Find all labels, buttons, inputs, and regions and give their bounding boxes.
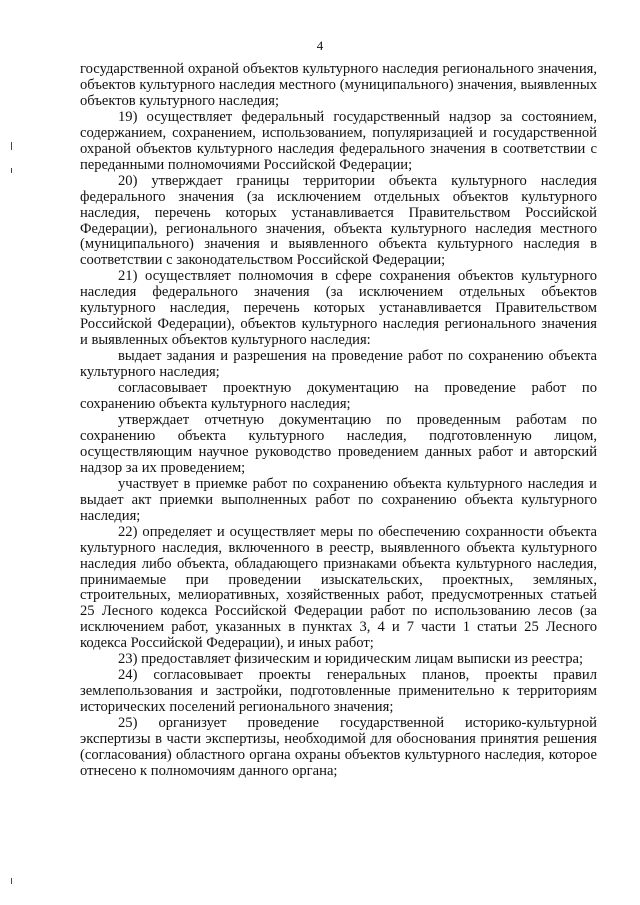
- paragraph-sub-issue-permits: выдает задания и разрешения на проведение работ по сохранению объекта культурного наследия;: [80, 348, 597, 381]
- paragraph-item-25: 25) организует проведение государственной историко-культурной экспертизы в части экспертизы, необходимой для обоснования принятия решения (согласования) областного органа охраны объектов культурного наследия, которое отнесено к полномочиям данного органа;: [80, 715, 597, 779]
- paragraph-sub-acceptance: участвует в приемке работ по сохранению объекта культурного наследия и выдает акт приемки выполненных работ по сохранению объекта культурного наследия;: [80, 475, 597, 524]
- paragraph-sub-approve-project: согласовывает проектную документацию на проведение работ по сохранению объекта культурного наследия;: [80, 380, 597, 413]
- page-number: 4: [316, 38, 324, 53]
- paragraph-item-19: 19) осуществляет федеральный государственный надзор за состоянием, содержанием, сохранением, использованием, популяризацией и государственной охраной объектов культурного наследия федерального значения в соответствии с переданными полномочиями Российской Федерации;: [80, 108, 597, 173]
- document-body: [80, 62, 597, 780]
- paragraph-item-24: 24) согласовывает проекты генеральных планов, проекты правил землепользования и застройки, подготовленные применительно к территориям исторических поселений регионального значения;: [80, 667, 597, 716]
- paragraph-item-22: 22) определяет и осуществляет меры по обеспечению сохранности объекта культурного наследия, включенного в реестр, выявленного объекта культурного наследия либо объекта, обладающего признаками объекта культурного наследия, принимаемые при проведении изыскательских, проектных, земляных, строительных, мелиоративных, хозяйственных работ, предусмотренных статьей 25 Лесного кодекса Российской Федерации работ по использованию лесов (за исключением работ, указанных в пунктах 3, 4 и 7 части 1 статьи 25 Лесного кодекса Российской Федерации), и иных работ;: [80, 523, 597, 652]
- margin-mark: [11, 878, 12, 884]
- paragraph-item-21: 21) осуществляет полномочия в сфере сохранения объектов культурного наследия федерального значения (за исключением отдельных объектов культурного наследия, перечень которых устанавливается Правительством Российской Федерации), объектов культурного наследия регионального значения и выявленных объектов культурного наследия:: [80, 268, 597, 349]
- margin-mark: [11, 168, 12, 173]
- paragraph-item-20: 20) утверждает границы территории объекта культурного наследия федерального значения (за исключением отдельных объектов культурного наследия, перечень которых устанавливается Правительством Российской Федерации), регионального значения, объекта культурного наследия местного (муниципального) значения и выявленного объекта культурного наследия в соответствии с законодательством Российской Федерации;: [80, 172, 597, 269]
- paragraph-sub-approve-report: утверждает отчетную документацию по проведенным работам по сохранению объекта культурного наследия, подготовленную лицом, осуществляющим научное руководство проведением данных работ и авторский надзор за их проведением;: [80, 411, 597, 476]
- paragraph-item-23: 23) предоставляет физическим и юридическим лицам выписки из реестра;: [118, 651, 584, 668]
- paragraph-continuation: государственной охраной объектов культурного наследия регионального значения, объектов культурного наследия местного (муниципального) значения, выявленных объектов культурного наследия;: [80, 61, 597, 109]
- margin-mark: [11, 142, 12, 150]
